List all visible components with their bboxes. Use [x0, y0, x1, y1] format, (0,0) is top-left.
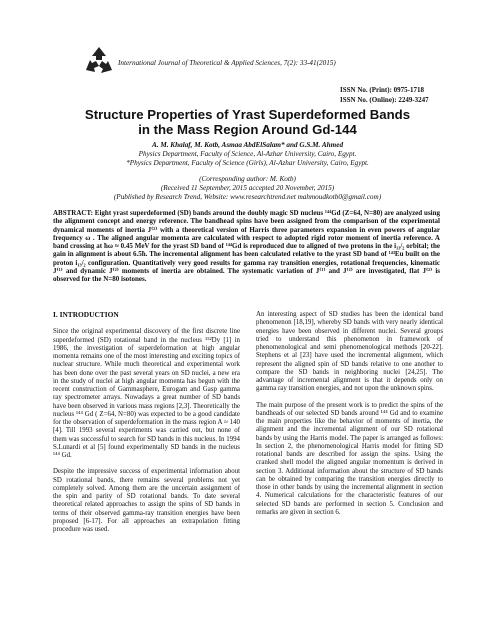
paragraph: Despite the impressive success of experimental information about SD rotational bands, there remains several problems not yet completely solved. Among them are the uncertain assignment of the spin and parity of SD rotational bands. To date several theoretical related approaches to assign the spins of SD bands in terms of their observed gamma-ray transition energies have been proposed [6-17]. For all approaches an extrapolation fitting procedure was used.	[53, 468, 240, 533]
abstract-text: Eight yrast superdeformed (SD) bands around the doubly magic SD nucleus ¹⁴⁴Gd (Z=64, N=80) are analyzed using the alignment concept and energy reference. The bandhead spins have been assigned from the comparison of the experimental dynamical moments of inertia J⁽²⁾ with a theoretical version of Harris three parameters expansion in even powers of angular frequency ω . The aligned angular momenta are calculated with respect to adopted rigid rotor moment of inertia reference. A band crossing at ħω ≈ 0.45 MeV for the yrast SD band of ¹⁴⁴Gd is reproduced due to aligned of two protons in the i₁₃/₂ orbital; the gain in alignment is about 6.5ħ. The incremental alignment has been calculated relative to the yrast SD band of ¹⁴³Eu built on the proton i₁₃/₂ configuration. Quantitatively very good results for gamma ray transition energies, rotational frequencies, kinematic J⁽¹⁾ and dynamic J⁽²⁾ moments of inertia are obtained. The systematic variation of J⁽¹⁾ and J⁽²⁾ are investigated, flat J⁽²⁾ is observed for the N=80 isotones.	[53, 209, 440, 284]
author-block	[40, 141, 455, 202]
journal-citation: International Journal of Theoretical & Applied Sciences, 7(2): 33-41(2015)	[118, 59, 336, 67]
recycle-logo-icon	[82, 44, 116, 78]
left-column	[53, 311, 240, 542]
section-heading: I. INTRODUCTION	[53, 310, 119, 319]
right-column	[256, 311, 443, 525]
paragraph: Since the original experimental discovery of the first discrete line superdeformed (SD) rotational band in the nucleus ¹⁵²Dy [1] in 1986, the investigation of superdeformation at high angular momenta remains one of the most interesting and exciting topics of nuclear structure. While much theoretical and experimental work has been done over the past several years on SD nuclei, a new era in the study of nuclei at high angular momenta has begun with the recent construction of Gammasphere, Eurogam and Gasp gamma ray spectrometer arrays. Nowadays a great number of SD bands have been observed in various mass regions [2,3]. Theoretically the nucleus ¹⁴⁴ Gd ( Z=64, N=80) was expected to be a good candidate for the observation of superdeformation in the mass region A ≈ 140 [4]. Till 1993 several experiments was carried out, but none of them was successful to search for SD bands in this nucleus. In 1994 S.Lunardi et al [5] found experimentally SD bands in the nucleus ¹⁴⁴ Gd.	[53, 328, 240, 459]
paragraph: The main purpose of the present work is to predict the spins of the bandheads of our selected SD bands around ¹⁴⁴ Gd and to examine the main properties like the behavior of moments of inertia, the alignment and the incremental alignment of our SD rotational bands by using the Harris model. The paper is arranged as follows: In section 2, the phenomenological Harris model for fitting SD rotational bands are described for assign the spins. Using the cranked shell model the aligned angular momentum is derived in section 3. Additional information about the structure of SD bands can be obtained by comparing the transition energies directly to those in other bands by using the incremental alignment in section 4. Numerical calculations for the characteristic features of our selected SD bands are performed in section 5. Conclusion and remarks are given in section 6.	[256, 401, 443, 516]
issn-block	[340, 86, 429, 105]
paper-title	[60, 107, 435, 137]
paragraph: An interesting aspect of SD studies has been the identical band phenomenon [18,19], whereby SD bands with very nearly identical energies have been observed in different nuclei. Several groups tried to understand this phenomenon in framework of phenomenological and semi phenomenological methods [20-22]. Stephens et al [23] have used the incremental alignment, which represent the aligned spin of SD bands relative to one another to compare the SD bands in neighboring nuclei [24,25]. The advantage of incremental alignment is that it depends only on gamma ray transition energies, and not upon the unknown spins.	[256, 311, 443, 393]
title-line-1: Structure Properties of Yrast Superdeformed Bands	[84, 107, 411, 122]
author-names: A. M. Khalaf, M. Kotb, Asmaa AbdElSalam* and G.S.M. Ahmed	[151, 141, 344, 149]
issn-print: ISSN No. (Print): 0975-1718	[340, 86, 424, 94]
affiliation-2: *Physics Department, Faculty of Science (Girls), Al-Azhar University, Cairo, Egypt.	[126, 158, 369, 167]
title-line-2: in the Mass Region Around Gd-144	[138, 122, 357, 137]
corresponding-author: (Corresponding author: M. Kotb)	[199, 175, 296, 184]
publisher-line: (Published by Research Trend, Website: www.researchtrend.net mahmoudkotb0@gmail.com)	[113, 192, 382, 201]
issn-online: ISSN No. (Online): 2249-3247	[340, 95, 429, 104]
abstract	[53, 209, 440, 284]
abstract-label: ABSTRACT:	[53, 209, 93, 217]
received-dates: (Received 11 September, 2015 accepted 20 November, 2015)	[160, 184, 335, 193]
affiliation-1: Physics Department, Faculty of Science, Al-Azhar University, Cairo, Egypt.	[138, 149, 357, 158]
